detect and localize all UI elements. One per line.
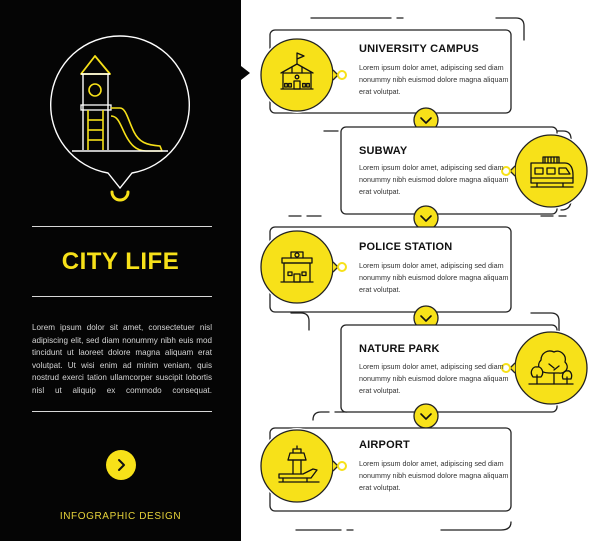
step-description: Lorem ipsum dolor amet, adipiscing sed diam nonummy nibh euismod dolore magna aliquam erat volutpat. <box>359 261 509 294</box>
footer-label: INFOGRAPHIC DESIGN <box>59 511 182 522</box>
step-title: POLICE STATION <box>359 241 453 253</box>
step-description: Lorem ipsum dolor amet, adipiscing sed diam nonummy nibh euismod dolore magna aliquam erat volutpat. <box>359 362 509 395</box>
step-title: SUBWAY <box>359 145 408 157</box>
step-description: Lorem ipsum dolor amet, adipiscing sed diam nonummy nibh euismod dolore magna aliquam erat volutpat. <box>359 459 509 492</box>
intro-paragraph: Lorem ipsum dolor sit amet, consectetuer nisl adipiscing elit, sed diam nonummy nibh euis mod tincidunt ut laoreet dolore magna aliquam erat volutpat. Ut wisi enim ad minim veniam, quis nostrud exerci tation ullamcorper suscipit lobortis nisl ut aliquip ex commodo consequat. <box>32 323 212 395</box>
step-title: NATURE PARK <box>359 343 440 355</box>
step-description: Lorem ipsum dolor amet, adipiscing sed diam nonummy nibh euismod dolore magna aliquam erat volutpat. <box>359 63 509 96</box>
step-connector-chevron[interactable] <box>414 404 438 428</box>
step-description: Lorem ipsum dolor amet, adipiscing sed diam nonummy nibh euismod dolore magna aliquam erat volutpat. <box>359 163 509 196</box>
step-title: UNIVERSITY CAMPUS <box>359 43 479 55</box>
step-title: AIRPORT <box>359 439 410 451</box>
page-title: CITY LIFE <box>61 248 180 275</box>
